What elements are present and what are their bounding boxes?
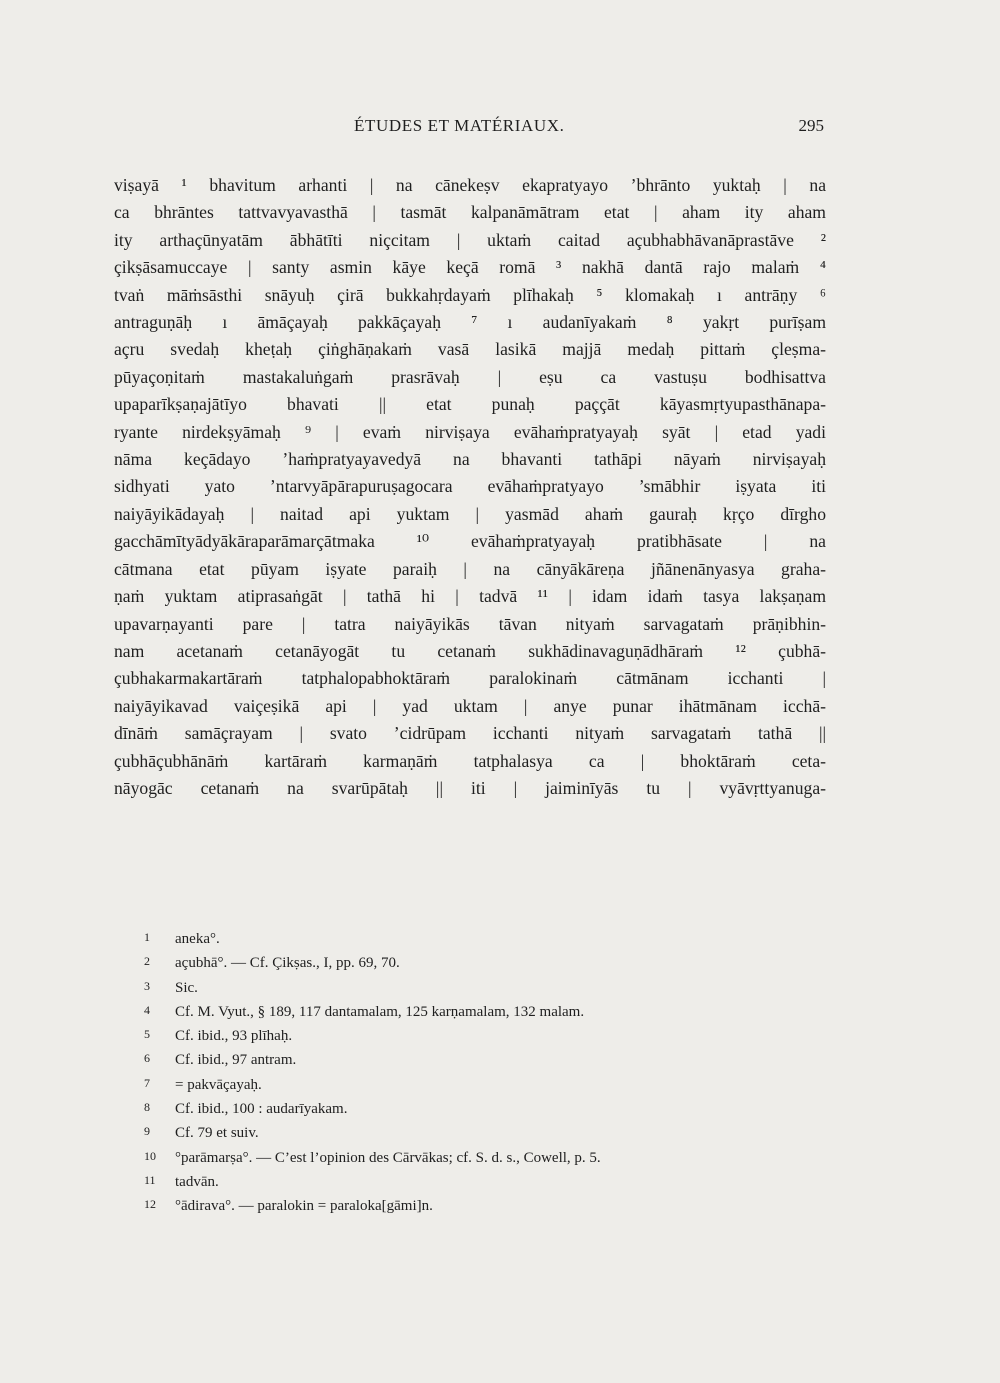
text-line: nam acetanaṁ cetanāyogāt tu cetanaṁ sukhādinavaguṇādhāraṁ ¹² çubhā- xyxy=(114,640,826,661)
page-number: 295 xyxy=(798,116,824,135)
footnote-number: 8 xyxy=(144,1100,150,1115)
text-line: viṣayā ¹ bhavitum arhanti | na cānekeṣv ekapratyayo ’bhrānto yuktaḥ | na xyxy=(114,175,826,195)
footnote xyxy=(144,999,764,1023)
footnote-number: 6 xyxy=(144,1051,150,1066)
footnotes xyxy=(144,926,764,1218)
text-line: çubhakarmakartāraṁ tatphalopabhoktāraṁ paralokinaṁ cātmānam icchanti | xyxy=(114,668,826,689)
text-line: açru svedaḥ kheṭaḥ çiṅghāṇakaṁ vasā lasikā majjā medaḥ pittaṁ çleṣma- xyxy=(114,339,826,360)
footnote xyxy=(144,975,764,999)
footnote-number: 3 xyxy=(144,978,150,993)
footnote-number: 5 xyxy=(144,1027,150,1042)
footnote-number: 10 xyxy=(144,1148,156,1163)
text-line: çubhāçubhānāṁ kartāraṁ karmaṇāṁ tatphalasya ca | bhoktāraṁ ceta- xyxy=(114,750,826,771)
text-line: cātmana etat pūyam iṣyate paraiḥ | na cānyākāreṇa jñānenānyasya graha- xyxy=(114,558,826,579)
text-line: gacchāmītyādyākāraparāmarçātmaka ¹⁰ evāhaṁpratyayaḥ pratibhāsate | na xyxy=(114,531,826,552)
text-line: dīnāṁ samāçrayam | svato ’cidrūpam icchanti nityaṁ sarvagataṁ tathā || xyxy=(114,723,826,744)
footnote xyxy=(144,1145,764,1169)
footnote-text: = pakvāçayaḥ. xyxy=(175,1076,262,1093)
text-line: pūyaçoṇitaṁ mastakaluṅgaṁ prasrāvaḥ | eṣu ca vastuṣu bodhisattva xyxy=(114,366,826,387)
text-line: upavarṇayanti pare | tatra naiyāyikās tāvan nityaṁ sarvagataṁ prāṇibhin- xyxy=(114,613,826,634)
footnote-text: Cf. M. Vyut., § 189, 117 dantamalam, 125 karṇamalam, 132 malam. xyxy=(175,1003,585,1020)
footnote-text: Cf. ibid., 100 : audarīyakam. xyxy=(175,1101,348,1118)
footnote xyxy=(144,1072,764,1096)
text-line: ca bhrāntes tattvavyavasthā | tasmāt kalpanāmātram etat | aham ity aham xyxy=(114,202,826,223)
footnote-text: °parāmarṣa°. — C’est l’opinion des Cārvākas; cf. S. d. s., Cowell, p. 5. xyxy=(175,1149,601,1166)
text-line: antraguṇāḥ ı āmāçayaḥ pakkāçayaḥ ⁷ ı audanīyakaṁ ⁸ yakṛt purīṣam xyxy=(114,312,826,333)
footnote-number: 2 xyxy=(144,954,150,969)
footnote-text: Cf. ibid., 97 antram. xyxy=(175,1052,297,1069)
text-line: naiyāyikādayaḥ | naitad api yuktam | yasmād ahaṁ gauraḥ kṛço dīrgho xyxy=(114,503,826,524)
footnote-number: 4 xyxy=(144,1002,150,1017)
main-text xyxy=(114,172,826,802)
footnote xyxy=(144,1193,764,1217)
text-line: ity arthaçūnyatām ābhātīti niçcitam | uktaṁ caitad açubhabhāvanāprastāve ² xyxy=(114,229,826,250)
footnote-number: 11 xyxy=(144,1172,156,1187)
footnote xyxy=(144,1096,764,1120)
footnote-number: 12 xyxy=(144,1197,156,1212)
footnote xyxy=(144,1047,764,1071)
footnote-text: Sic. xyxy=(175,979,198,996)
text-line: upaparīkṣaṇajātīyo bhavati || etat punaḥ paççāt kāyasmṛtyupasthānapa- xyxy=(114,394,826,415)
footnote-number: 9 xyxy=(144,1124,150,1139)
running-title: ÉTUDES ET MATÉRIAUX. xyxy=(354,116,565,135)
footnote-text: açubhā°. — Cf. Çikṣas., I, pp. 69, 70. xyxy=(175,955,400,972)
footnote-text: °ādirava°. — paralokin = paraloka[gāmi]n. xyxy=(175,1198,433,1215)
page-header xyxy=(114,116,824,140)
footnote-text: tadvān. xyxy=(175,1173,219,1190)
text-line: çikṣāsamuccaye | santy asmin kāye keçā romā ³ nakhā dantā rajo malaṁ ⁴ xyxy=(114,257,826,278)
footnote-text: Cf. ibid., 93 plīhaḥ. xyxy=(175,1028,293,1045)
footnote xyxy=(144,1169,764,1193)
footnote-number: 7 xyxy=(144,1075,150,1090)
footnote xyxy=(144,950,764,974)
footnote xyxy=(144,926,764,950)
footnote-text: Cf. 79 et suiv. xyxy=(175,1125,259,1142)
text-line: ryante nirdekṣyāmaḥ ⁹ | evaṁ nirviṣaya evāhaṁpratyayaḥ syāt | etad yadi xyxy=(114,421,826,442)
text-line: nāyogāc cetanaṁ na svarūpātaḥ || iti | jaiminīyās tu | vyāvṛttyanuga- xyxy=(114,777,826,798)
text-line: naiyāyikavad vaiçeṣikā api | yad uktam | anye punar ihātmānam icchā- xyxy=(114,695,826,716)
footnote-number: 1 xyxy=(144,930,150,944)
footnote xyxy=(144,1023,764,1047)
text-line: nāma keçādayo ’haṁpratyayavedyā na bhavanti tathāpi nāyaṁ nirviṣayaḥ xyxy=(114,449,826,470)
text-line: ṇaṁ yuktam atiprasaṅgāt | tathā hi | tadvā ¹¹ | idam idaṁ tasya lakṣaṇam xyxy=(114,586,826,607)
text-line: tvaṅ māṁsāsthi snāyuḥ çirā bukkahṛdayaṁ plīhakaḥ ⁵ klomakaḥ ı antrāṇy ⁶ xyxy=(114,284,826,305)
footnote-text: aneka°. xyxy=(175,931,220,947)
text-line: sidhyati yato ’ntarvyāpārapuruṣagocara evāhaṁpratyayo ’smābhir iṣyata iti xyxy=(114,476,826,497)
footnote xyxy=(144,1120,764,1144)
